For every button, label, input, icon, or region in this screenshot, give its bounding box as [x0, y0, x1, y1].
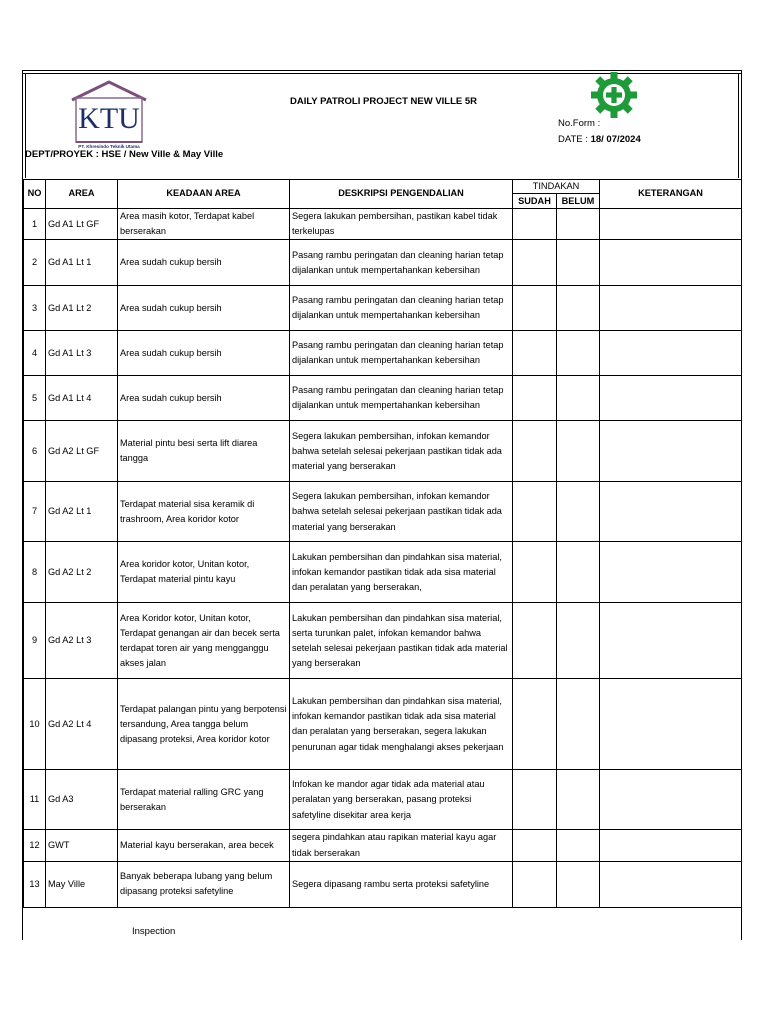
- col-keterangan: KETERANGAN: [600, 180, 742, 209]
- row-keterangan: [600, 331, 742, 376]
- row-belum: [557, 542, 600, 603]
- row-keadaan: Area koridor kotor, Unitan kotor, Terdapat material pintu kayu: [118, 542, 290, 603]
- row-deskripsi: Lakukan pembersihan dan pindahkan sisa material, infokan kemandor pastikan tidak ada sisa material dan peralatan yang berserakan, segera lakukan penurunan agar tidak menghalangi akses pekerjaan: [290, 679, 513, 770]
- row-keadaan: Area sudah cukup bersih: [118, 240, 290, 286]
- row-keterangan: [600, 603, 742, 679]
- row-area: Gd A2 Lt 3: [46, 603, 118, 679]
- row-area: May Ville: [46, 861, 118, 907]
- row-no: 5: [24, 376, 46, 421]
- row-deskripsi: segera pindahkan atau rapikan material kayu agar tidak berserakan: [290, 830, 513, 861]
- row-no: 11: [24, 770, 46, 830]
- row-sudah: [513, 861, 557, 907]
- table-row: [24, 421, 742, 482]
- row-keadaan: Area Koridor kotor, Unitan kotor, Terdapat genangan air dan becek serta terdapat toren air yang mengganggu akses jalan: [118, 603, 290, 679]
- row-no: 9: [24, 603, 46, 679]
- row-no: 12: [24, 830, 46, 861]
- col-tindakan: TINDAKAN: [513, 180, 600, 194]
- row-deskripsi: Pasang rambu peringatan dan cleaning harian tetap dijalankan untuk mempertahankan kebersihan: [290, 376, 513, 421]
- row-deskripsi: Lakukan pembersihan dan pindahkan sisa material, infokan kemandor pastikan tidak ada sisa material dan peralatan yang berserakan,: [290, 542, 513, 603]
- row-belum: [557, 209, 600, 240]
- row-belum: [557, 376, 600, 421]
- row-keterangan: [600, 830, 742, 861]
- row-keadaan: Area sudah cukup bersih: [118, 376, 290, 421]
- date-value: 18/ 07/2024: [590, 134, 641, 145]
- row-area: Gd A2 Lt 4: [46, 679, 118, 770]
- row-no: 2: [24, 240, 46, 286]
- row-keterangan: [600, 770, 742, 830]
- table-row: [24, 542, 742, 603]
- row-belum: [557, 331, 600, 376]
- row-deskripsi: Segera dipasang rambu serta proteksi safetyline: [290, 861, 513, 907]
- col-no: NO: [24, 180, 46, 209]
- row-keterangan: [600, 542, 742, 603]
- row-sudah: [513, 830, 557, 861]
- row-belum: [557, 603, 600, 679]
- date-line: [558, 134, 641, 145]
- row-no: 8: [24, 542, 46, 603]
- table-row: [24, 770, 742, 830]
- row-deskripsi: Segera lakukan pembersihan, infokan kemandor bahwa setelah selesai pekerjaan pastikan tidak ada material yang berserakan: [290, 421, 513, 482]
- row-keterangan: [600, 209, 742, 240]
- row-sudah: [513, 770, 557, 830]
- row-keterangan: [600, 286, 742, 331]
- frame-right-inner: [738, 73, 739, 178]
- row-area: Gd A1 Lt 2: [46, 286, 118, 331]
- row-sudah: [513, 240, 557, 286]
- col-belum: BELUM: [557, 194, 600, 209]
- row-area: Gd A2 Lt 1: [46, 482, 118, 542]
- table-row: [24, 482, 742, 542]
- row-keterangan: [600, 421, 742, 482]
- row-keadaan: Area sudah cukup bersih: [118, 331, 290, 376]
- logo-text: KTU: [78, 102, 140, 135]
- row-sudah: [513, 209, 557, 240]
- row-sudah: [513, 331, 557, 376]
- row-area: Gd A2 Lt GF: [46, 421, 118, 482]
- patrol-table: [23, 179, 742, 908]
- date-label: DATE :: [558, 134, 588, 145]
- row-no: 4: [24, 331, 46, 376]
- row-deskripsi: Segera lakukan pembersihan, infokan kemandor bahwa setelah selesai pekerjaan pastikan tidak ada material yang berserakan: [290, 482, 513, 542]
- ktu-logo: [68, 78, 150, 150]
- col-deskripsi: DESKRIPSI PENGENDALIAN: [290, 180, 513, 209]
- row-area: Gd A1 Lt 4: [46, 376, 118, 421]
- logo-subtitle: PT. Khresindo Teknik Utama: [78, 144, 140, 149]
- row-deskripsi: Infokan ke mandor agar tidak ada material atau peralatan yang berserakan, pasang proteksi safetyline disekitar area kerja: [290, 770, 513, 830]
- row-belum: [557, 421, 600, 482]
- row-belum: [557, 861, 600, 907]
- row-sudah: [513, 542, 557, 603]
- table-row: [24, 209, 742, 240]
- table-row: [24, 376, 742, 421]
- table-row: [24, 331, 742, 376]
- table-row: [24, 286, 742, 331]
- row-area: Gd A1 Lt 3: [46, 331, 118, 376]
- row-keadaan: Terdapat material ralling GRC yang berserakan: [118, 770, 290, 830]
- table-row: [24, 830, 742, 861]
- row-deskripsi: Pasang rambu peringatan dan cleaning harian tetap dijalankan untuk mempertahankan kebersihan: [290, 240, 513, 286]
- table-row: [24, 861, 742, 907]
- row-deskripsi: Pasang rambu peringatan dan cleaning harian tetap dijalankan untuk mempertahankan kebersihan: [290, 331, 513, 376]
- row-deskripsi: Lakukan pembersihan dan pindahkan sisa material, serta turunkan palet, infokan kemandor bahwa setelah selesai pekerjaan pastikan tidak ada material yang berserakan: [290, 603, 513, 679]
- row-area: Gd A2 Lt 2: [46, 542, 118, 603]
- col-sudah: SUDAH: [513, 194, 557, 209]
- row-no: 10: [24, 679, 46, 770]
- row-no: 1: [24, 209, 46, 240]
- row-area: GWT: [46, 830, 118, 861]
- row-belum: [557, 482, 600, 542]
- row-area: Gd A3: [46, 770, 118, 830]
- row-no: 13: [24, 861, 46, 907]
- row-deskripsi: Pasang rambu peringatan dan cleaning harian tetap dijalankan untuk mempertahankan kebersihan: [290, 286, 513, 331]
- row-no: 3: [24, 286, 46, 331]
- row-keterangan: [600, 679, 742, 770]
- dept-project: DEPT/PROYEK : HSE / New Ville & May Ville: [25, 149, 224, 160]
- row-keterangan: [600, 376, 742, 421]
- inspection-label: Inspection: [132, 926, 176, 937]
- row-keadaan: Area masih kotor, Terdapat kabel berserakan: [118, 209, 290, 240]
- row-keadaan: Material kayu berserakan, area becek: [118, 830, 290, 861]
- row-no: 6: [24, 421, 46, 482]
- col-area: AREA: [46, 180, 118, 209]
- row-keterangan: [600, 240, 742, 286]
- frame-left-inner: [25, 73, 26, 178]
- safety-gear-icon: [588, 72, 640, 118]
- row-belum: [557, 679, 600, 770]
- table-row: [24, 679, 742, 770]
- row-belum: [557, 286, 600, 331]
- frame-top: [22, 70, 742, 71]
- col-keadaan: KEADAAN AREA: [118, 180, 290, 209]
- row-area: Gd A1 Lt GF: [46, 209, 118, 240]
- row-keterangan: [600, 861, 742, 907]
- row-keadaan: Banyak beberapa lubang yang belum dipasang proteksi safetyline: [118, 861, 290, 907]
- row-keterangan: [600, 482, 742, 542]
- row-keadaan: Material pintu besi serta lift diarea tangga: [118, 421, 290, 482]
- document-title: DAILY PATROLI PROJECT NEW VILLE 5R: [290, 96, 478, 107]
- row-belum: [557, 830, 600, 861]
- form-number-label: No.Form :: [558, 118, 601, 129]
- row-keadaan: Area sudah cukup bersih: [118, 286, 290, 331]
- row-keadaan: Terdapat palangan pintu yang berpotensi tersandung, Area tangga belum dipasang proteksi, Area koridor kotor: [118, 679, 290, 770]
- row-sudah: [513, 603, 557, 679]
- row-keadaan: Terdapat material sisa keramik di trashroom, Area koridor kotor: [118, 482, 290, 542]
- table-row: [24, 603, 742, 679]
- row-deskripsi: Segera lakukan pembersihan, pastikan kabel tidak terkelupas: [290, 209, 513, 240]
- row-belum: [557, 240, 600, 286]
- row-belum: [557, 770, 600, 830]
- row-sudah: [513, 286, 557, 331]
- table-row: [24, 240, 742, 286]
- row-sudah: [513, 679, 557, 770]
- row-sudah: [513, 421, 557, 482]
- row-sudah: [513, 482, 557, 542]
- row-area: Gd A1 Lt 1: [46, 240, 118, 286]
- row-no: 7: [24, 482, 46, 542]
- row-sudah: [513, 376, 557, 421]
